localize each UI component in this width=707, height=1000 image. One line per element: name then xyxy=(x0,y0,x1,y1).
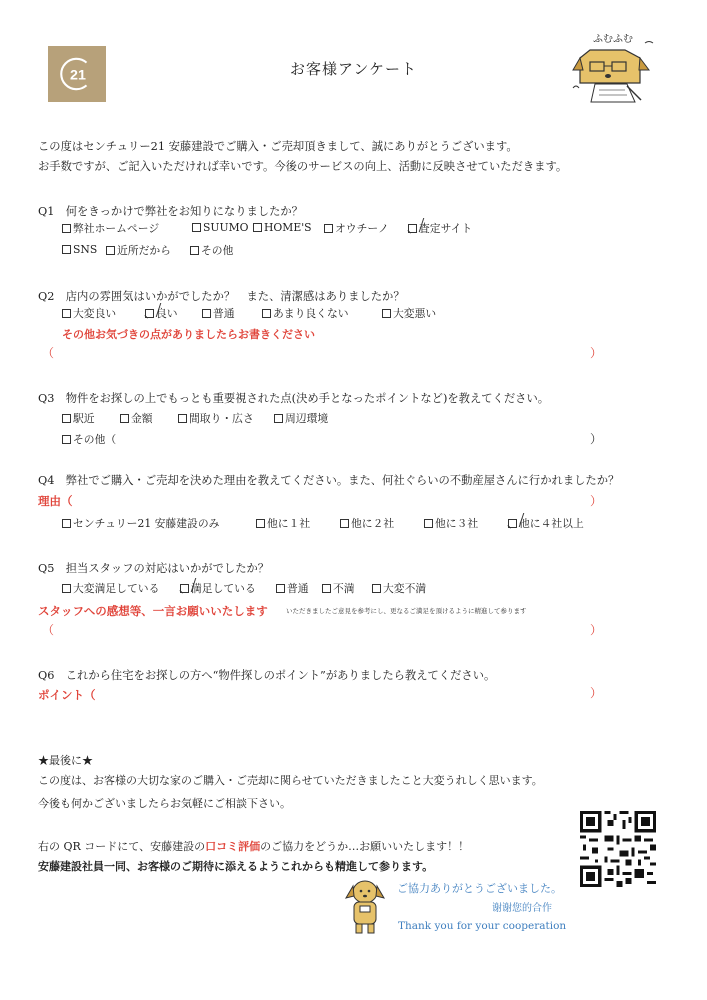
thanks-japanese: ご協力ありがとうございました。 xyxy=(397,882,562,895)
q2-comment-open-paren: （ xyxy=(42,346,55,360)
q1-option-kinjo[interactable]: 近所だから xyxy=(106,243,171,258)
checkbox[interactable] xyxy=(322,584,331,593)
q4-reason-prompt: 理由（ xyxy=(38,494,73,508)
q2-option-good[interactable]: 良い xyxy=(145,306,178,321)
q3-option-other[interactable]: その他（ xyxy=(62,432,116,447)
q6-point-prompt: ポイント（ xyxy=(38,688,96,702)
checkbox[interactable] xyxy=(256,519,265,528)
q3-label: Q3 物件をお探しの上でもっとも重要視された点(決め手となったポイントなど)を教えてください。 xyxy=(38,392,550,405)
thanks-chinese: 谢谢您的合作 xyxy=(492,903,552,914)
q5-option-normal[interactable]: 普通 xyxy=(276,581,309,596)
qr-request-highlight: 口コミ評価 xyxy=(205,840,261,853)
q2-label: Q2 店内の雰囲気はいかがでしたか？ また、清潔感はありましたか？ xyxy=(38,290,405,303)
svg-text:21: 21 xyxy=(70,67,86,84)
qr-request-text-a: 右の QR コードにて、安藤建設の xyxy=(38,840,206,853)
checkbox[interactable] xyxy=(372,584,381,593)
q5-comment-prompt: スタッフへの感想等、一言お願いいたします xyxy=(38,604,268,618)
checkbox-checked[interactable] xyxy=(180,584,189,593)
q2-option-very-bad[interactable]: 大変悪い xyxy=(382,306,436,321)
thanks-english: Thank you for your cooperation xyxy=(398,920,567,932)
checkbox[interactable] xyxy=(62,519,71,528)
q2-comment-close-paren: ） xyxy=(590,346,603,360)
q5-comment-close-paren: ） xyxy=(590,623,603,637)
checkbox[interactable] xyxy=(324,224,333,233)
checkbox[interactable] xyxy=(62,584,71,593)
q4-option-three-others[interactable]: 他に３社 xyxy=(424,516,478,531)
checkbox-checked[interactable] xyxy=(408,224,417,233)
q1-option-suumo[interactable]: SUUMO xyxy=(192,221,249,234)
q4-reason-close-paren: ） xyxy=(590,494,603,508)
qr-request-text-b: のご協力をどうか…お願いいたします！！ xyxy=(260,840,470,853)
q2-option-very-good[interactable]: 大変良い xyxy=(62,306,116,321)
closing-line-1: この度は、お客様の大切な家のご購入・ご売却に関らせていただきましたこと大変うれしく思います。 xyxy=(38,774,543,787)
staff-message: 安藤建設社員一同、お客様のご期待に添えるようこれからも精進して参ります。 xyxy=(38,860,434,873)
q5-label: Q5 担当スタッフの対応はいかがでしたか？ xyxy=(38,562,270,575)
q3-option-layout[interactable]: 間取り・広さ xyxy=(178,411,254,426)
checkbox[interactable] xyxy=(62,309,71,318)
checkbox[interactable] xyxy=(62,224,71,233)
closing-heading: ★最後に★ xyxy=(38,754,93,767)
q5-option-very-dissatisfied[interactable]: 大変不満 xyxy=(372,581,426,596)
q4-option-only-us[interactable]: センチュリー21 安藤建設のみ xyxy=(62,516,219,531)
q5-option-satisfied[interactable]: 満足している xyxy=(180,581,256,596)
q2-option-not-good[interactable]: あまり良くない xyxy=(262,306,349,321)
q1-option-satei-site[interactable]: 査定サイト xyxy=(408,221,472,236)
q1-label: Q1 何をきっかけで弊社をお知りになりましたか？ xyxy=(38,205,303,218)
q4-label: Q4 弊社でご購入・ご売却を決めた理由を教えてください。また、何社ぐらいの不動産屋さんに行かれましたか？ xyxy=(38,474,620,487)
qr-request-line xyxy=(38,838,469,854)
q3-other-close-paren: ） xyxy=(590,432,603,446)
checkbox[interactable] xyxy=(424,519,433,528)
q5-comment-open-paren: （ xyxy=(42,623,55,637)
checkbox[interactable] xyxy=(62,435,71,444)
checkbox[interactable] xyxy=(276,584,285,593)
checkbox[interactable] xyxy=(382,309,391,318)
checkbox[interactable] xyxy=(253,223,262,232)
intro-line-1: この度はセンチュリー21 安藤建設でご購入・ご売却頂きまして、誠にありがとうございます。 xyxy=(38,140,518,153)
q3-option-station[interactable]: 駅近 xyxy=(62,411,95,426)
checkbox[interactable] xyxy=(340,519,349,528)
checkbox[interactable] xyxy=(262,309,271,318)
q2-option-normal[interactable]: 普通 xyxy=(202,306,235,321)
checkbox[interactable] xyxy=(190,246,199,255)
q2-comment-prompt: その他お気づきの点がありましたらお書きください xyxy=(62,328,315,341)
dog-mascot-reading-icon xyxy=(565,28,660,108)
checkbox[interactable] xyxy=(62,245,71,254)
intro-line-2: お手数ですが、ご記入いただければ幸いです。今後のサービスの向上、活動に反映させていただきます。 xyxy=(38,160,568,173)
q3-option-environment[interactable]: 周辺環境 xyxy=(274,411,328,426)
q4-option-two-others[interactable]: 他に２社 xyxy=(340,516,394,531)
q4-option-four-plus[interactable]: 他に４社以上 xyxy=(508,516,584,531)
q4-option-one-other[interactable]: 他に１社 xyxy=(256,516,310,531)
q1-option-homepage[interactable]: 弊社ホームページ xyxy=(62,221,159,236)
checkbox[interactable] xyxy=(106,246,115,255)
q5-option-dissatisfied[interactable]: 不満 xyxy=(322,581,355,596)
q5-comment-note: いただきましたご意見を参考にし、更なるご満足を頂けるように精進して参ります xyxy=(286,607,527,615)
qr-code-icon[interactable] xyxy=(580,811,656,887)
checkbox[interactable] xyxy=(192,223,201,232)
q1-option-homes[interactable]: HOME'S xyxy=(253,221,312,234)
checkbox[interactable] xyxy=(120,414,129,423)
checkbox-checked[interactable] xyxy=(508,519,517,528)
q6-label: Q6 これから住宅をお探しの方へ“物件探しのポイント”がありましたら教えてください。 xyxy=(38,669,496,682)
checkbox[interactable] xyxy=(202,309,211,318)
q1-option-sns[interactable]: SNS xyxy=(62,243,97,256)
closing-line-2: 今後も何かございましたらお気軽にご相談下さい。 xyxy=(38,797,291,810)
q6-point-close-paren: ） xyxy=(590,686,603,700)
q5-option-very-satisfied[interactable]: 大変満足している xyxy=(62,581,159,596)
q3-option-price[interactable]: 金額 xyxy=(120,411,153,426)
q1-option-other[interactable]: その他 xyxy=(190,243,233,258)
dog-mascot-bowing-icon xyxy=(340,878,390,936)
checkbox[interactable] xyxy=(62,414,71,423)
checkbox-checked[interactable] xyxy=(145,309,154,318)
page-title: お客様アンケート xyxy=(289,60,418,78)
svg-text:ふむふむ: ふむふむ xyxy=(593,34,633,45)
checkbox[interactable] xyxy=(178,414,187,423)
q1-option-ouchino[interactable]: オウチーノ xyxy=(324,221,389,236)
checkbox[interactable] xyxy=(274,414,283,423)
